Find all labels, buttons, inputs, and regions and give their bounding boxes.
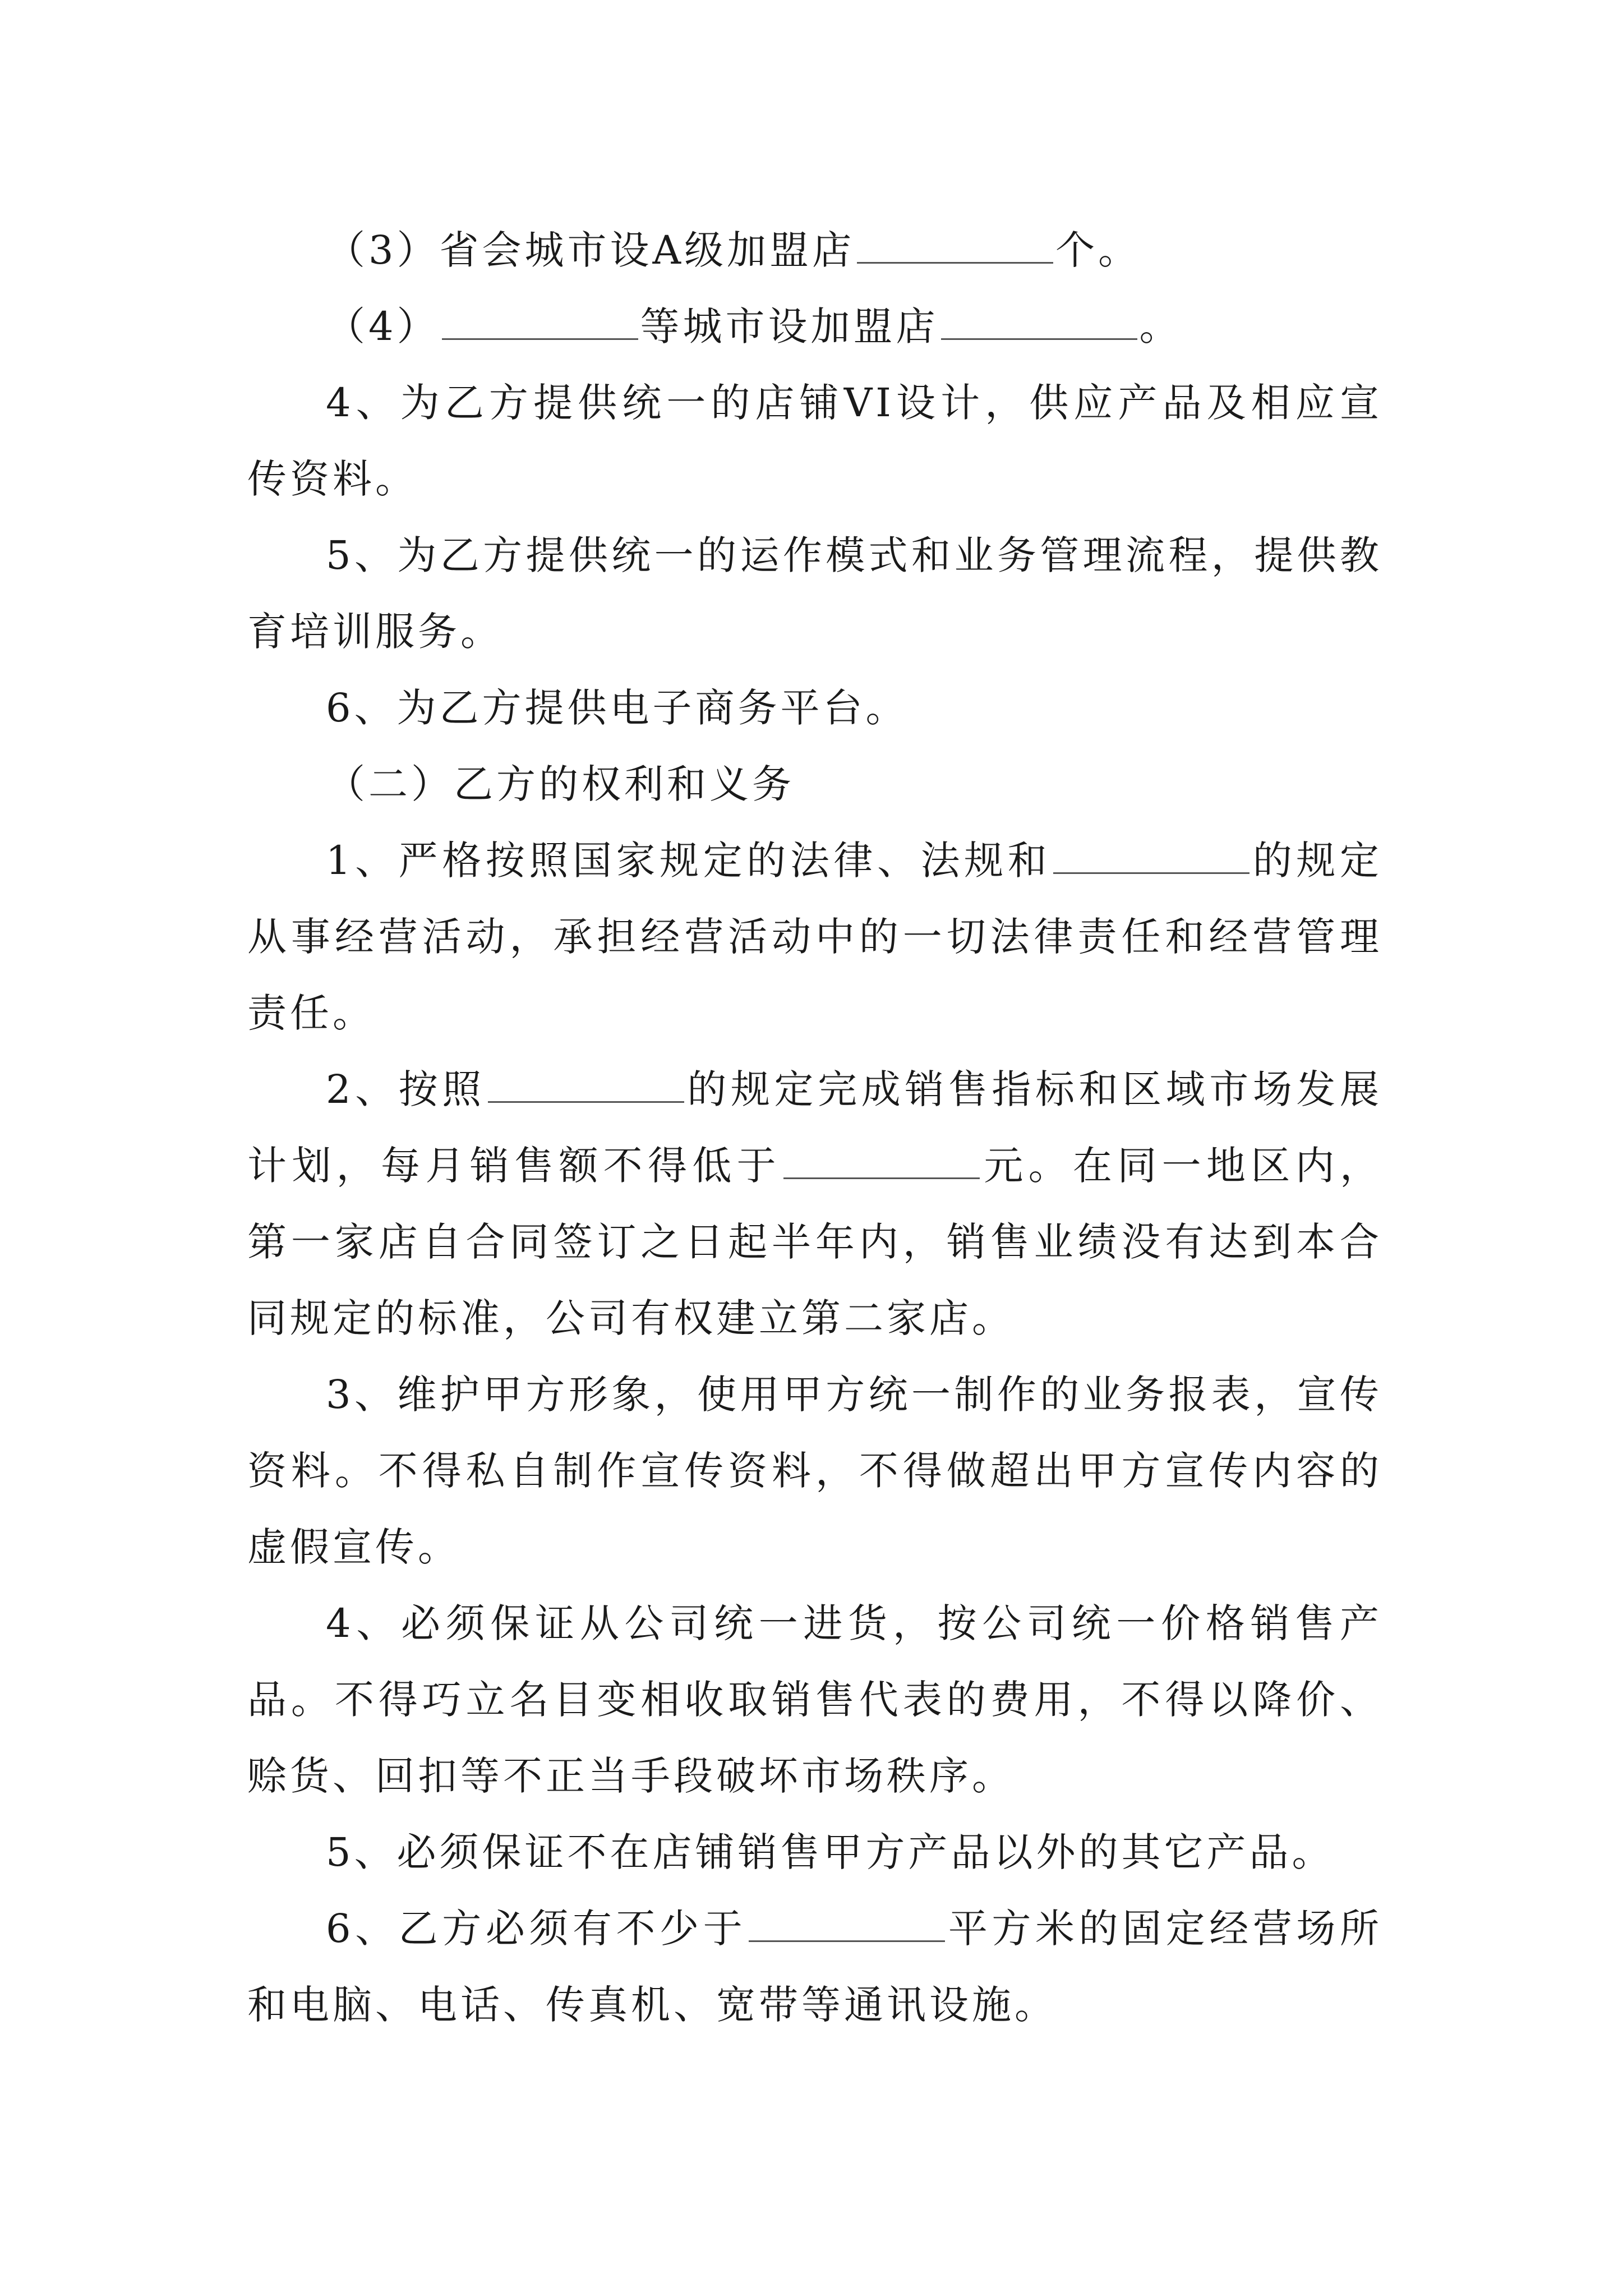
paragraph-exclusive-products xyxy=(247,1814,1382,1890)
fill-blank xyxy=(941,299,1137,340)
text-segment: 6、为乙方提供电子商务平台。 xyxy=(326,685,909,731)
paragraph-operation-mode xyxy=(247,517,1382,670)
text-segment: 2、按照 xyxy=(326,1066,486,1112)
paragraph-franchise-cities xyxy=(247,288,1382,365)
paragraph-legal-compliance xyxy=(247,822,1382,1051)
fill-blank xyxy=(857,223,1053,264)
fill-blank xyxy=(442,299,638,340)
document-body xyxy=(247,212,1382,2043)
text-segment: （二）乙方的权利和义务 xyxy=(326,761,795,807)
text-segment: 元。在同一地区内，第一家店自合同签订之日起半年内，销售业绩没有达到本合同规定的标准，公司有权建立第二家店。 xyxy=(247,1143,1382,1341)
fill-blank xyxy=(749,1901,945,1942)
paragraph-vi-design xyxy=(247,365,1382,517)
paragraph-unified-purchase xyxy=(247,1585,1382,1814)
text-segment: 5、为乙方提供统一的运作模式和业务管理流程，提供教育培训服务。 xyxy=(247,532,1382,655)
text-segment: 。 xyxy=(1139,303,1182,349)
fill-blank xyxy=(1053,833,1249,874)
text-segment: 等城市设加盟店 xyxy=(640,303,939,349)
text-segment: 1、严格按照国家规定的法律、法规和 xyxy=(326,838,1052,884)
paragraph-sales-target xyxy=(247,1051,1382,1356)
paragraph-ecommerce xyxy=(247,670,1382,746)
text-segment: 4、为乙方提供统一的店铺VI设计，供应产品及相应宣传资料。 xyxy=(247,380,1382,502)
text-segment: 的规定从事经营活动，承担经营活动中的一切法律责任和经营管理责任。 xyxy=(247,838,1382,1036)
text-segment: 平方米的固定经营场所和电脑、电话、传真机、宽带等通讯设施。 xyxy=(247,1906,1382,2028)
paragraph-premises xyxy=(247,1890,1382,2043)
text-segment: 个。 xyxy=(1055,227,1141,273)
fill-blank xyxy=(488,1062,684,1103)
text-segment: 3、维护甲方形象，使用甲方统一制作的业务报表，宣传资料。不得私自制作宣传资料，不得做超出甲方宣传内容的虚假宣传。 xyxy=(247,1372,1382,1570)
section-heading-party-b xyxy=(247,746,1382,822)
text-segment: 的规定完成销售指标和区域市场发展计划，每月销售额不得低于 xyxy=(247,1066,1382,1189)
fill-blank xyxy=(783,1138,980,1179)
text-segment: （4） xyxy=(326,303,440,349)
text-segment: 6、乙方必须有不少于 xyxy=(326,1906,747,1952)
text-segment: 4、必须保证从公司统一进货，按公司统一价格销售产品。不得巧立名目变相收取销售代表的费用，不得以降价、赊货、回扣等不正当手段破坏市场秩序。 xyxy=(247,1600,1382,1799)
paragraph-franchise-provincial xyxy=(247,212,1382,288)
paragraph-brand-image xyxy=(247,1356,1382,1585)
text-segment: 5、必须保证不在店铺销售甲方产品以外的其它产品。 xyxy=(326,1829,1335,1875)
text-segment: （3）省会城市设A级加盟店 xyxy=(326,227,855,273)
